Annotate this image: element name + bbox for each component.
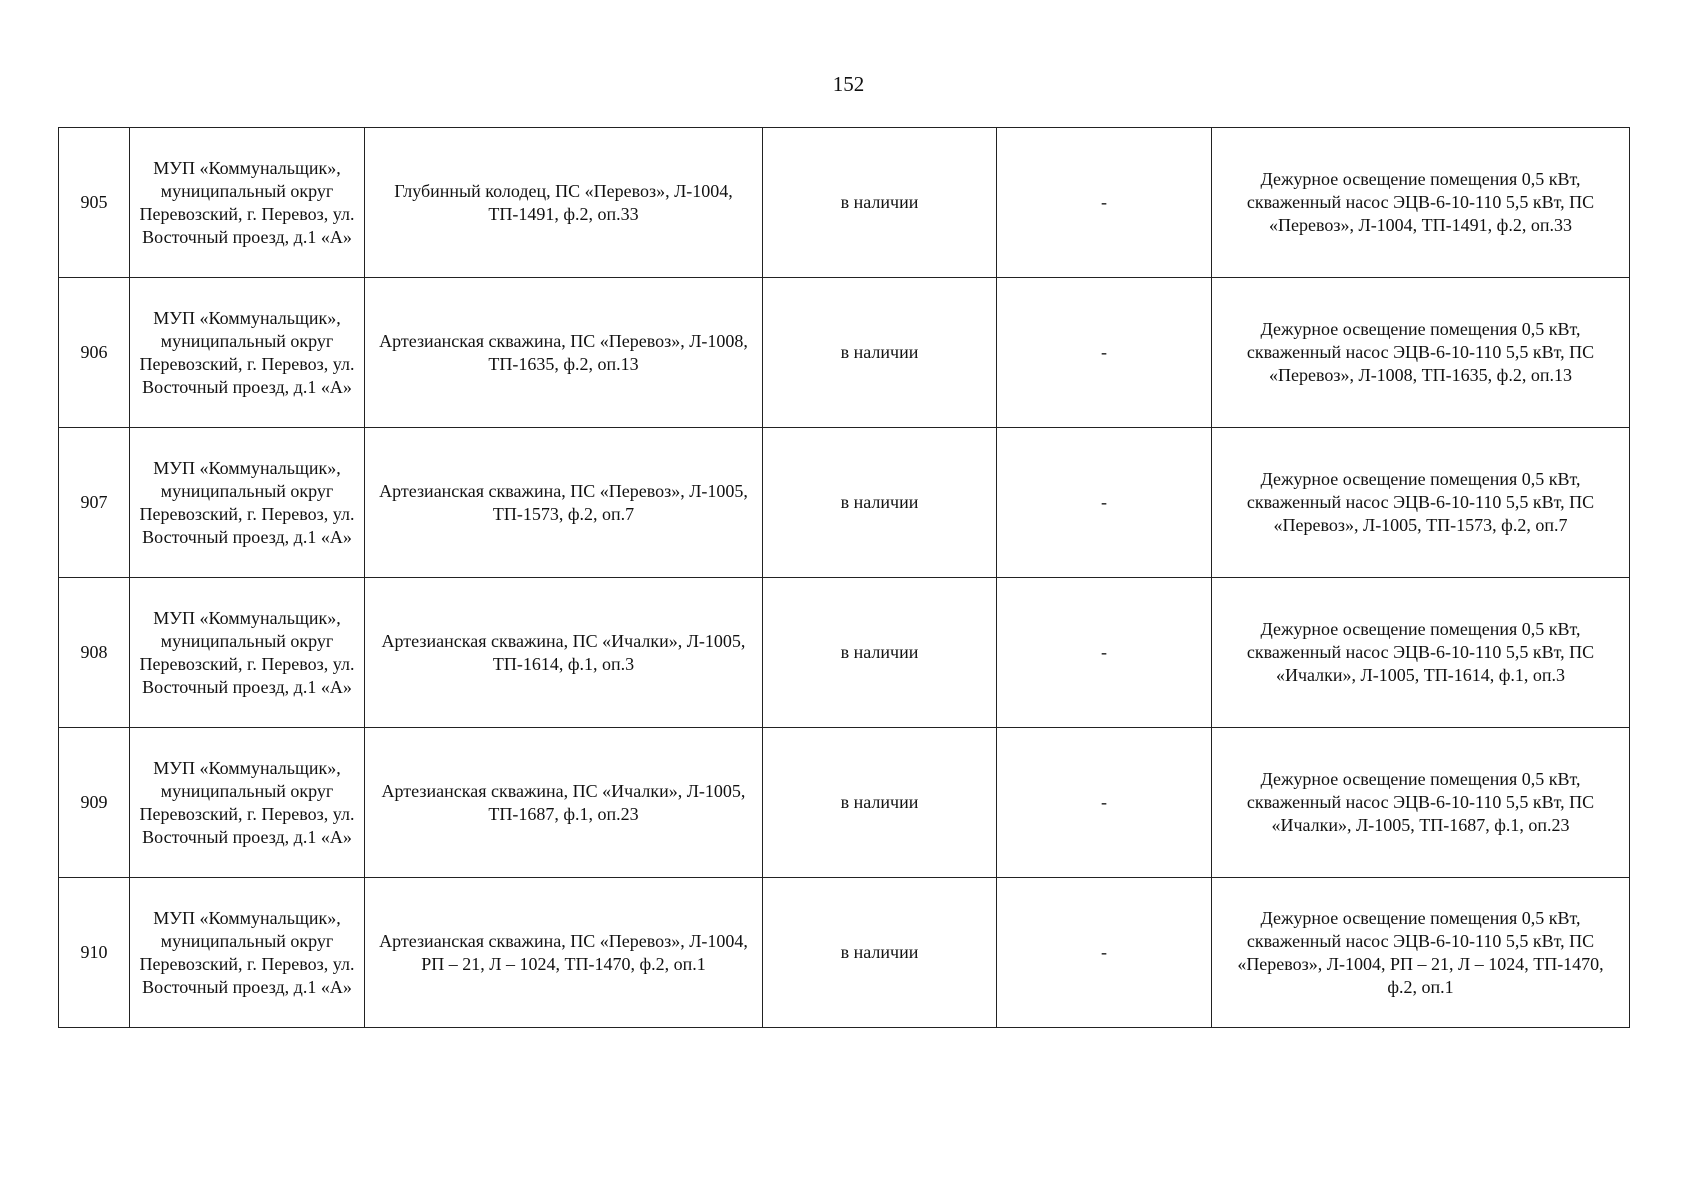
page-number: 152 [832, 72, 865, 96]
row-number-cell: 908 [59, 578, 130, 728]
organization-cell: МУП «Коммунальщик», муниципальный округ Перевозский, г. Перевоз, ул. Восточный проезд, д.1 «А» [130, 878, 365, 1028]
dash-cell: - [997, 128, 1212, 278]
status-cell: в наличии [763, 878, 997, 1028]
table-row [59, 278, 1630, 428]
table-row [59, 428, 1630, 578]
equipment-cell: Дежурное освещение помещения 0,5 кВт, скваженный насос ЭЦВ-6-10-110 5,5 кВт, ПС «Перевоз», Л-1008, ТП-1635, ф.2, оп.13 [1212, 278, 1630, 428]
facilities-table [58, 127, 1630, 1028]
equipment-cell: Дежурное освещение помещения 0,5 кВт, скваженный насос ЭЦВ-6-10-110 5,5 кВт, ПС «Перевоз», Л-1005, ТП-1573, ф.2, оп.7 [1212, 428, 1630, 578]
status-cell: в наличии [763, 278, 997, 428]
organization-cell: МУП «Коммунальщик», муниципальный округ Перевозский, г. Перевоз, ул. Восточный проезд, д.1 «А» [130, 428, 365, 578]
table-row [59, 728, 1630, 878]
row-number-cell: 906 [59, 278, 130, 428]
dash-cell: - [997, 578, 1212, 728]
status-cell: в наличии [763, 578, 997, 728]
row-number-cell: 910 [59, 878, 130, 1028]
organization-cell: МУП «Коммунальщик», муниципальный округ Перевозский, г. Перевоз, ул. Восточный проезд, д.1 «А» [130, 128, 365, 278]
object-cell: Артезианская скважина, ПС «Перевоз», Л-1008, ТП-1635, ф.2, оп.13 [365, 278, 763, 428]
status-cell: в наличии [763, 128, 997, 278]
object-cell: Артезианская скважина, ПС «Перевоз», Л-1005, ТП-1573, ф.2, оп.7 [365, 428, 763, 578]
dash-cell: - [997, 278, 1212, 428]
equipment-cell: Дежурное освещение помещения 0,5 кВт, скваженный насос ЭЦВ-6-10-110 5,5 кВт, ПС «Ичалки», Л-1005, ТП-1614, ф.1, оп.3 [1212, 578, 1630, 728]
organization-cell: МУП «Коммунальщик», муниципальный округ Перевозский, г. Перевоз, ул. Восточный проезд, д.1 «А» [130, 728, 365, 878]
dash-cell: - [997, 428, 1212, 578]
equipment-cell: Дежурное освещение помещения 0,5 кВт, скваженный насос ЭЦВ-6-10-110 5,5 кВт, ПС «Перевоз», Л-1004, ТП-1491, ф.2, оп.33 [1212, 128, 1630, 278]
table-row [59, 578, 1630, 728]
object-cell: Артезианская скважина, ПС «Ичалки», Л-1005, ТП-1614, ф.1, оп.3 [365, 578, 763, 728]
table-row [59, 878, 1630, 1028]
dash-cell: - [997, 728, 1212, 878]
table-row [59, 128, 1630, 278]
organization-cell: МУП «Коммунальщик», муниципальный округ Перевозский, г. Перевоз, ул. Восточный проезд, д.1 «А» [130, 278, 365, 428]
row-number-cell: 905 [59, 128, 130, 278]
status-cell: в наличии [763, 728, 997, 878]
object-cell: Артезианская скважина, ПС «Перевоз», Л-1004, РП – 21, Л – 1024, ТП-1470, ф.2, оп.1 [365, 878, 763, 1028]
row-number-cell: 909 [59, 728, 130, 878]
dash-cell: - [997, 878, 1212, 1028]
object-cell: Глубинный колодец, ПС «Перевоз», Л-1004, ТП-1491, ф.2, оп.33 [365, 128, 763, 278]
equipment-cell: Дежурное освещение помещения 0,5 кВт, скваженный насос ЭЦВ-6-10-110 5,5 кВт, ПС «Перевоз», Л-1004, РП – 21, Л – 1024, ТП-1470, ф.2, оп.1 [1212, 878, 1630, 1028]
object-cell: Артезианская скважина, ПС «Ичалки», Л-1005, ТП-1687, ф.1, оп.23 [365, 728, 763, 878]
row-number-cell: 907 [59, 428, 130, 578]
status-cell: в наличии [763, 428, 997, 578]
equipment-cell: Дежурное освещение помещения 0,5 кВт, скваженный насос ЭЦВ-6-10-110 5,5 кВт, ПС «Ичалки», Л-1005, ТП-1687, ф.1, оп.23 [1212, 728, 1630, 878]
organization-cell: МУП «Коммунальщик», муниципальный округ Перевозский, г. Перевоз, ул. Восточный проезд, д.1 «А» [130, 578, 365, 728]
